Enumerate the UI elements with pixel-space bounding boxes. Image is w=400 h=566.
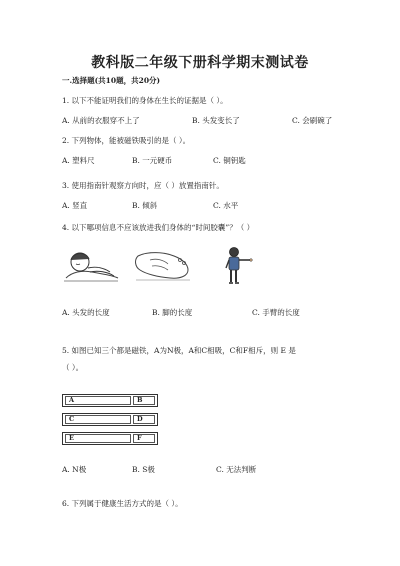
- magnet-label-a: A: [69, 396, 75, 404]
- question-5-stem-continued: （ ）。: [62, 363, 84, 372]
- magnet-label-d: D: [137, 415, 143, 423]
- question-6-stem: 6. 下列属于健康生活方式的是（ ）。: [62, 499, 183, 508]
- magnet-label-f: F: [137, 434, 142, 442]
- question-2-stem: 2. 下列物体，能被磁铁吸引的是（ ）。: [62, 136, 191, 145]
- question-1-option-a: A. 从前的衣服穿不上了: [62, 116, 140, 125]
- question-5-option-a: A. N极: [62, 465, 87, 474]
- foot-illustration: [132, 248, 194, 284]
- question-3-option-a: A. 竖直: [62, 201, 88, 210]
- magnet-e-f: [62, 432, 158, 445]
- magnet-label-e: E: [69, 434, 74, 442]
- question-4-stem: 4. 以下哪项信息不应该放进我们身体的“时间胶囊”？（ ）: [62, 223, 255, 232]
- question-1-option-b: B. 头发变长了: [192, 116, 240, 125]
- question-4-option-b: B. 脚的长度: [152, 308, 193, 317]
- sleeping-child-illustration: [62, 248, 120, 286]
- question-5-stem: 5. 如图已知三个都是磁铁，A为N极，A和C相吸，C和F相斥，则 E 是: [62, 346, 296, 355]
- question-4-option-a: A. 头发的长度: [62, 308, 110, 317]
- section-heading: 一.选择题(共10题，共20分): [62, 76, 161, 85]
- magnet-label-b: B: [137, 396, 143, 404]
- question-3-stem: 3. 使用指南针观察方向时，应（ ）放置指南针。: [62, 181, 224, 190]
- standing-boy-illustration: [220, 246, 260, 288]
- question-2-option-c: C. 铜钥匙: [213, 156, 246, 165]
- page-title: 教科版二年级下册科学期末测试卷: [91, 55, 309, 71]
- magnet-label-c: C: [69, 415, 75, 423]
- magnet-a-b: [62, 394, 158, 407]
- question-5-option-b: B. S极: [132, 465, 155, 474]
- question-1-stem: 1. 以下不能证明我们的身体在生长的证据是（ ）。: [62, 96, 228, 105]
- question-3-option-b: B. 倾斜: [132, 201, 158, 210]
- question-1-option-c: C. 会刷碗了: [292, 116, 333, 125]
- question-2-option-a: A. 塑料尺: [62, 156, 95, 165]
- question-4-option-c: C. 手臂的长度: [252, 308, 300, 317]
- question-5-option-c: C. 无法判断: [216, 465, 257, 474]
- question-2-option-b: B. 一元硬币: [132, 156, 173, 165]
- magnet-c-d: [62, 413, 158, 426]
- question-3-option-c: C. 水平: [213, 201, 239, 210]
